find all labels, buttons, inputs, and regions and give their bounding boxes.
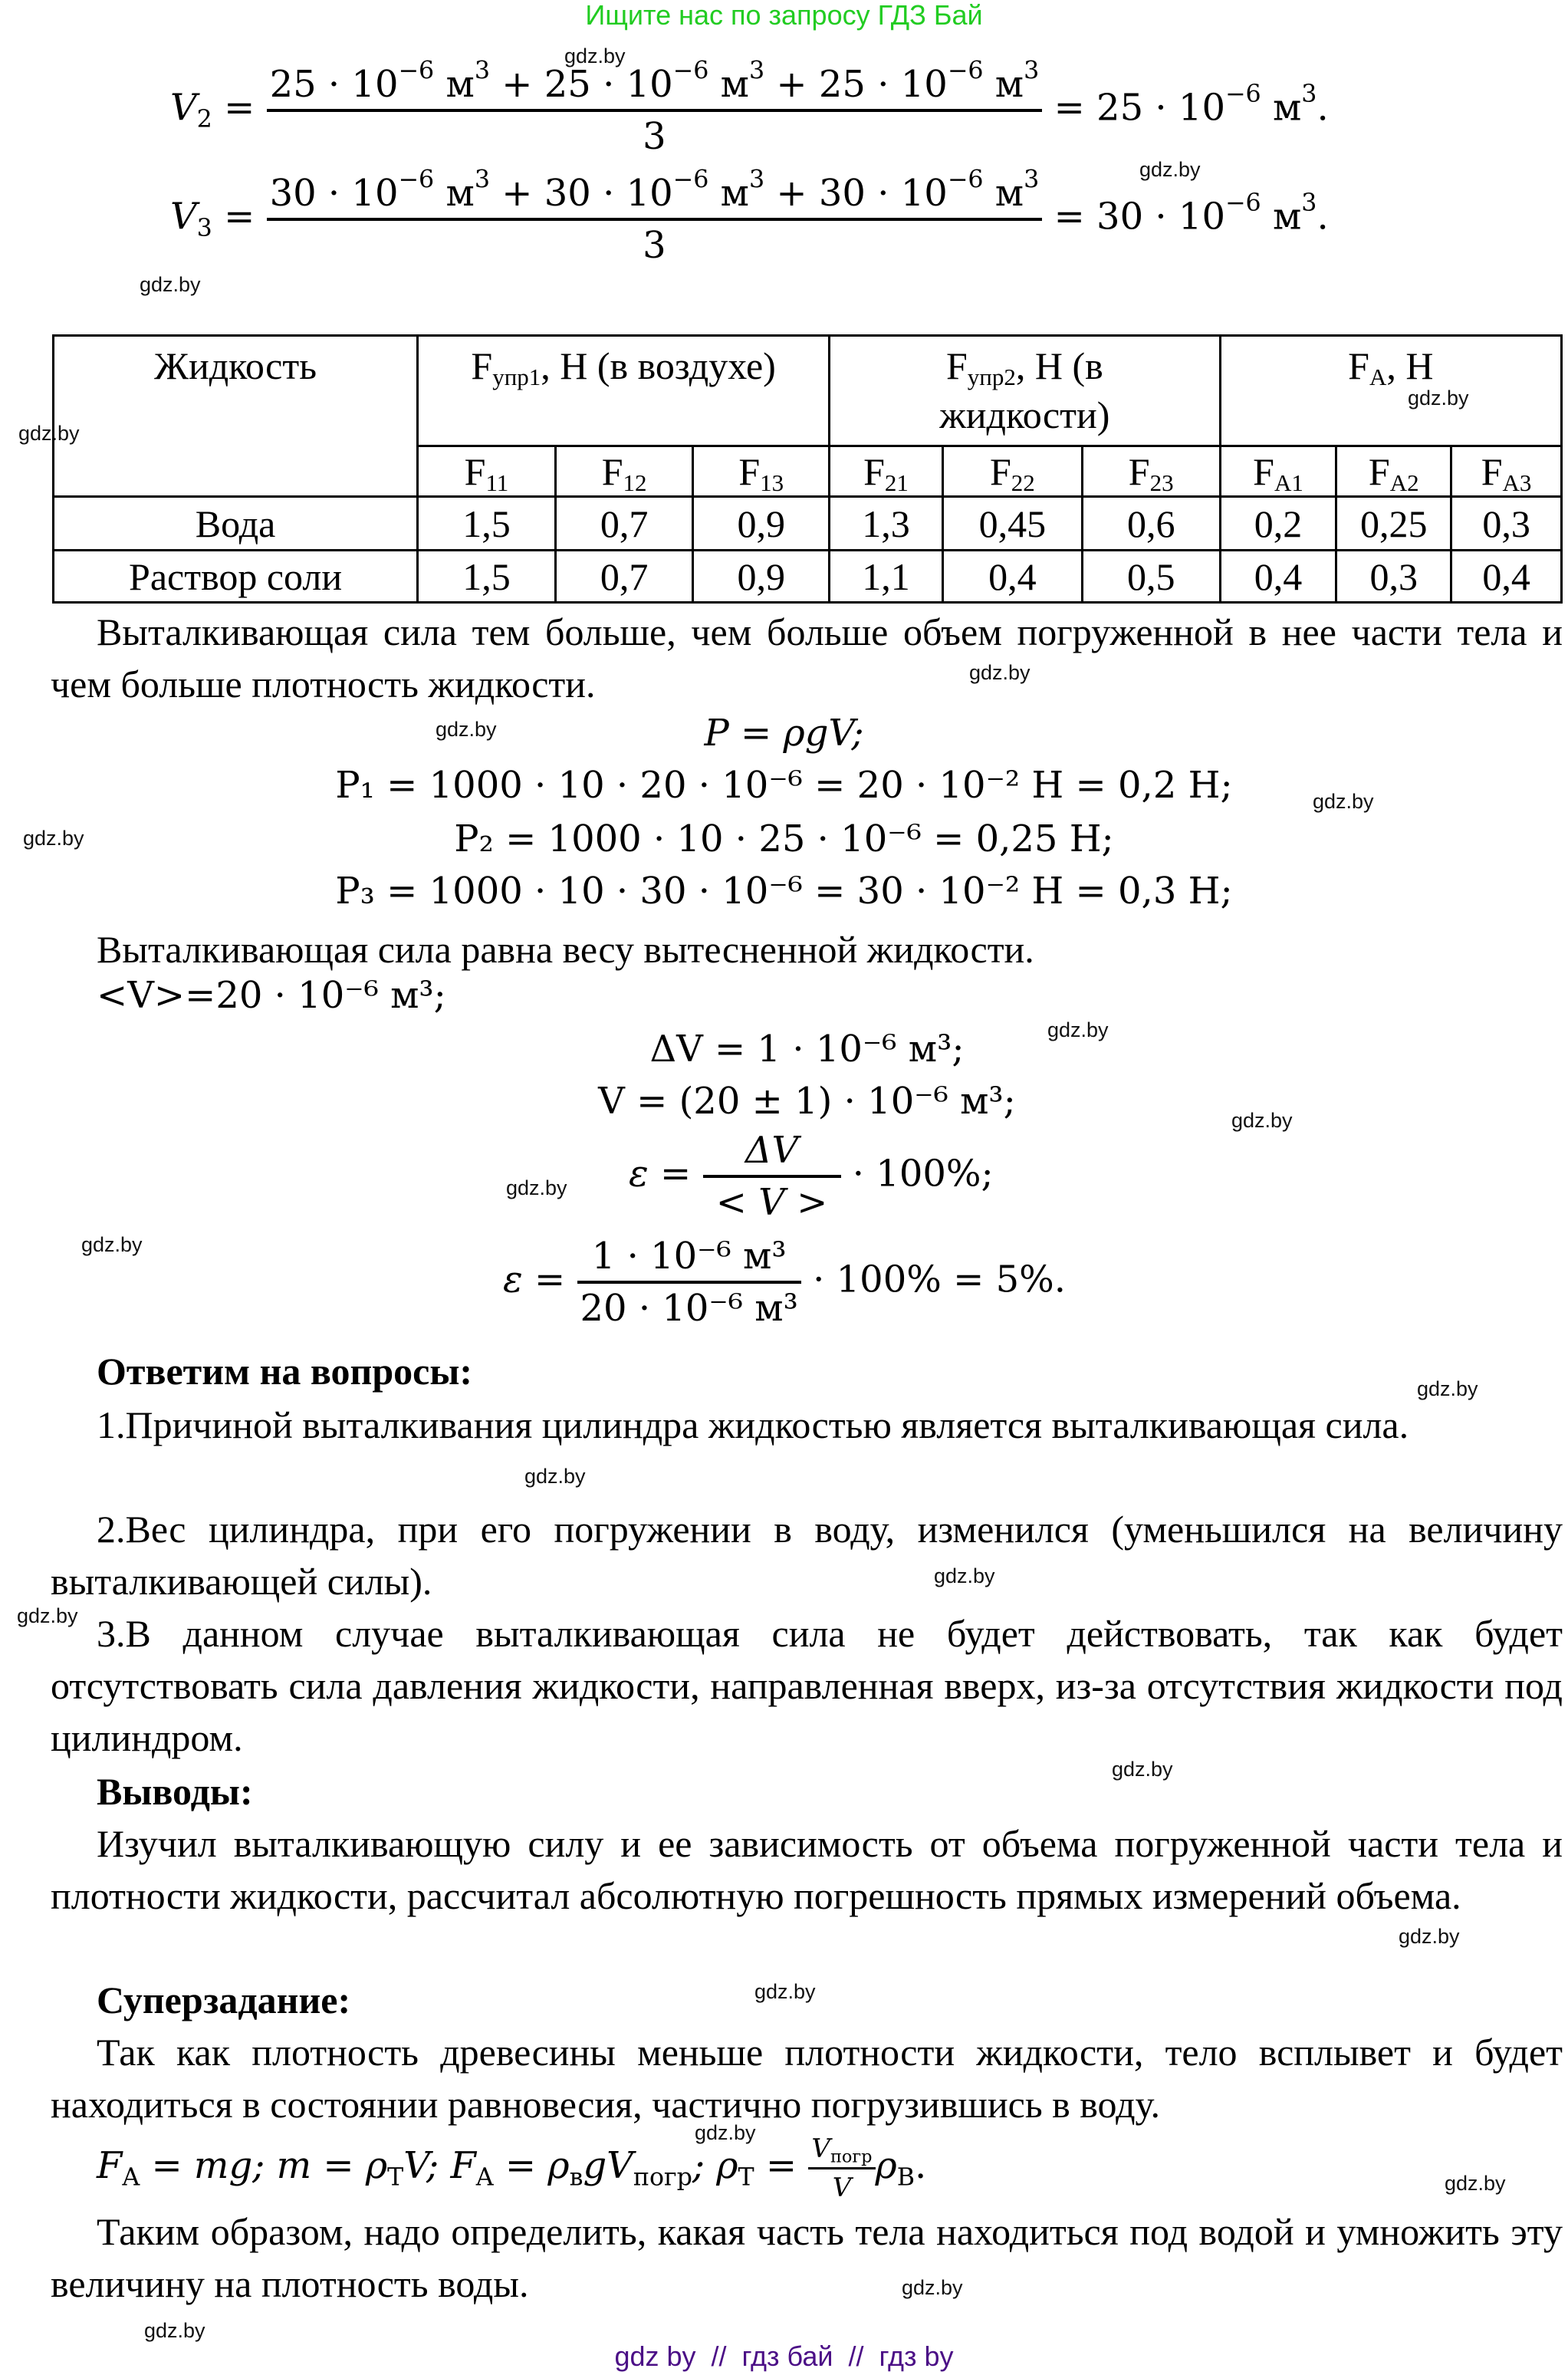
answers-heading: Ответим на вопросы: bbox=[97, 1350, 473, 1393]
table-cell: 0,45 bbox=[942, 497, 1082, 551]
watermark: gdz.by bbox=[18, 422, 80, 445]
measurements-table bbox=[52, 334, 1563, 604]
table-row bbox=[54, 551, 1562, 603]
v3-fraction: $30 \cdot 10^{-6}$ $м^3 + 30 \cdot 10^{-6}$ $м^3 + 30 \cdot 10^{-6}$ $м^3$ 3 bbox=[267, 172, 1043, 267]
watermark: gdz.by bbox=[81, 1233, 143, 1256]
table-cell: 0,7 bbox=[555, 497, 693, 551]
formula-relative-error-value: ε = $\frac{\text{1 · 10⁻⁶ м³}}{\text{20 · 10⁻⁶ м³}}$ · 100% = 5%. bbox=[503, 1235, 1066, 1330]
header-liquid: Жидкость bbox=[54, 336, 418, 497]
table-cell: 0,7 bbox=[555, 551, 693, 603]
subheader-cell: $F_{22}$ bbox=[942, 446, 1082, 497]
answer-3: 3.В данном случае выталкивающая сила не будет действовать, так как будет отсутствовать сила давления жидкости, направленная вверх, из-за отсутствия жидкости под цилиндром. bbox=[51, 1612, 1563, 1759]
v3-subscript: 3 bbox=[196, 215, 212, 242]
watermark: gdz.by bbox=[506, 1176, 567, 1199]
watermark: gdz.by bbox=[969, 661, 1031, 684]
table-cell: 1,5 bbox=[418, 551, 556, 603]
watermark: gdz.by bbox=[1445, 2172, 1506, 2195]
formula-delta-v: ΔV = 1 · 10⁻⁶ м³; bbox=[649, 1028, 965, 1071]
watermark: gdz.by bbox=[934, 1564, 995, 1587]
watermark: gdz.by bbox=[1231, 1109, 1293, 1132]
footer-links[interactable]: gdz by // гдз бай // гдз by bbox=[614, 2340, 954, 2372]
supertask-text-2: Таким образом, надо определить, какая часть тела находиться под водой и умножить эту величину на плотность воды. bbox=[51, 2210, 1563, 2305]
table-cell: 1,5 bbox=[418, 497, 556, 551]
conclusions-text: Изучил выталкивающую силу и ее зависимость от объема погруженной части тела и плотности жидкости, рассчитал абсолютную погрешность прямых измерений объема. bbox=[51, 1822, 1563, 1917]
formula-relative-error: ε = $\frac{\Delta V}{< V >}$ · 100%; bbox=[629, 1129, 994, 1224]
paragraph-archimedes-law: Выталкивающая сила равна весу вытесненной жидкости. bbox=[97, 928, 1034, 971]
table-cell: 0,25 bbox=[1336, 497, 1451, 551]
subheader-cell: $F_{12}$ bbox=[555, 446, 693, 497]
table-cell: 0,6 bbox=[1082, 497, 1220, 551]
row-label: Раствор соли bbox=[54, 551, 418, 603]
v2-subscript: 2 bbox=[196, 106, 212, 133]
watermark: gdz.by bbox=[1417, 1377, 1478, 1400]
watermark: gdz.by bbox=[754, 1980, 816, 2003]
subheader-cell: $F_{A1}$ bbox=[1220, 446, 1336, 497]
header-group-air: $F_{упр1}$, Н (в воздухе) bbox=[418, 336, 830, 446]
subheader-cell: $F_{13}$ bbox=[693, 446, 830, 497]
formula-weight: P = ρgV; bbox=[704, 712, 864, 755]
formula-v3: $V_3$ = $30 \cdot 10^{-6}$ $м^3 + 30 \cdot 10^{-6}$ $м^3 + 30 \cdot 10^{-6}$ $м^3$ 3 = $30 \cdot 10^{-6}$ $м^3$. bbox=[170, 166, 1329, 267]
supertask-text-1: Так как плотность древесины меньше плотности жидкости, тело всплывет и будет находиться в состоянии равновесия, частично погрузившись в воду. bbox=[51, 2031, 1563, 2126]
table-cell: 1,1 bbox=[830, 551, 943, 603]
watermark: gdz.by bbox=[1399, 1925, 1460, 1948]
watermark: gdz.by bbox=[1139, 158, 1201, 181]
watermark: gdz.by bbox=[1408, 387, 1469, 410]
paragraph-buoyancy-dependence: Выталкивающая сила тем больше, чем больше объем погруженной в нее части тела и чем больше плотность жидкости. bbox=[51, 610, 1563, 706]
answer-2: 2.Вес цилиндра, при его погружении в воду, изменился (уменьшился на величину выталкивающей силы). bbox=[51, 1508, 1563, 1603]
table-cell: 0,9 bbox=[693, 497, 830, 551]
table-cell: 0,4 bbox=[1220, 551, 1336, 603]
subheader-cell: $F_{A2}$ bbox=[1336, 446, 1451, 497]
watermark: gdz.by bbox=[1047, 1018, 1109, 1041]
v2-fraction: $25 \cdot 10^{-6}$ $м^3 + 25 \cdot 10^{-6}$ $м^3 + 25 \cdot 10^{-6}$ $м^3$ 3 bbox=[267, 63, 1043, 158]
watermark: gdz.by bbox=[564, 44, 626, 67]
v2-symbol: V bbox=[170, 86, 197, 130]
watermark: gdz.by bbox=[524, 1465, 586, 1488]
watermark: gdz.by bbox=[1112, 1758, 1173, 1781]
table-cell: 0,9 bbox=[693, 551, 830, 603]
table-cell: 0,4 bbox=[942, 551, 1082, 603]
watermark: gdz.by bbox=[23, 827, 84, 850]
table-cell: 0,5 bbox=[1082, 551, 1220, 603]
search-banner[interactable]: Ищите нас по запросу ГДЗ Бай bbox=[585, 0, 983, 31]
supertask-heading: Суперзадание: bbox=[97, 1979, 351, 2021]
watermark: gdz.by bbox=[1313, 790, 1374, 813]
formula-volume-range: V = (20 ± 1) · 10⁻⁶ м³; bbox=[598, 1080, 1016, 1123]
conclusions-heading: Выводы: bbox=[97, 1770, 253, 1813]
subheader-cell: $F_{11}$ bbox=[418, 446, 556, 497]
formula-floating-body: $F_A$ = mg; $m = \rho_ТV$; $F_A = \rho_вgV_{погр}$; $\rho_Т$ = $\frac{V_{погр}}{V}$ $\rho_В$. bbox=[97, 2133, 927, 2203]
formula-v2: $V_2$ = $25 \cdot 10^{-6}$ $м^3 + 25 \cdot 10^{-6}$ $м^3 + 25 \cdot 10^{-6}$ $м^3$ 3 = $25 \cdot 10^{-6}$ $м^3$. bbox=[170, 57, 1329, 158]
subheader-cell: $F_{A3}$ bbox=[1451, 446, 1562, 497]
formula-mean-volume: <V>=20 · 10⁻⁶ м³; bbox=[97, 974, 446, 1017]
table-row bbox=[54, 497, 1562, 551]
subheader-cell: $F_{21}$ bbox=[830, 446, 943, 497]
formula-p1: P₁ = 1000 · 10 · 20 · 10⁻⁶ = 20 · 10⁻² H = 0,2 H; bbox=[335, 764, 1233, 807]
header-group-archimedes: $F_A$, Н bbox=[1220, 336, 1561, 446]
table-cell: 0,2 bbox=[1220, 497, 1336, 551]
watermark: gdz.by bbox=[695, 2121, 756, 2144]
header-group-liquid: $F_{упр2}$, Н (в жидкости) bbox=[830, 336, 1221, 446]
watermark: gdz.by bbox=[140, 273, 201, 296]
answer-1: 1.Причиной выталкивания цилиндра жидкостью является выталкивающая сила. bbox=[97, 1403, 1409, 1446]
subheader-cell: $F_{23}$ bbox=[1082, 446, 1220, 497]
table-cell: 0,3 bbox=[1336, 551, 1451, 603]
table-cell: 0,3 bbox=[1451, 497, 1562, 551]
row-label: Вода bbox=[54, 497, 418, 551]
watermark: gdz.by bbox=[17, 1604, 78, 1627]
table-cell: 0,4 bbox=[1451, 551, 1562, 603]
watermark: gdz.by bbox=[144, 2319, 205, 2342]
table-cell: 1,3 bbox=[830, 497, 943, 551]
formula-p2: P₂ = 1000 · 10 · 25 · 10⁻⁶ = 0,25 H; bbox=[454, 817, 1114, 860]
watermark: gdz.by bbox=[902, 2276, 963, 2299]
watermark: gdz.by bbox=[436, 718, 497, 741]
v3-symbol: V bbox=[170, 195, 197, 238]
formula-p3: P₃ = 1000 · 10 · 30 · 10⁻⁶ = 30 · 10⁻² H = 0,3 H; bbox=[335, 870, 1233, 913]
